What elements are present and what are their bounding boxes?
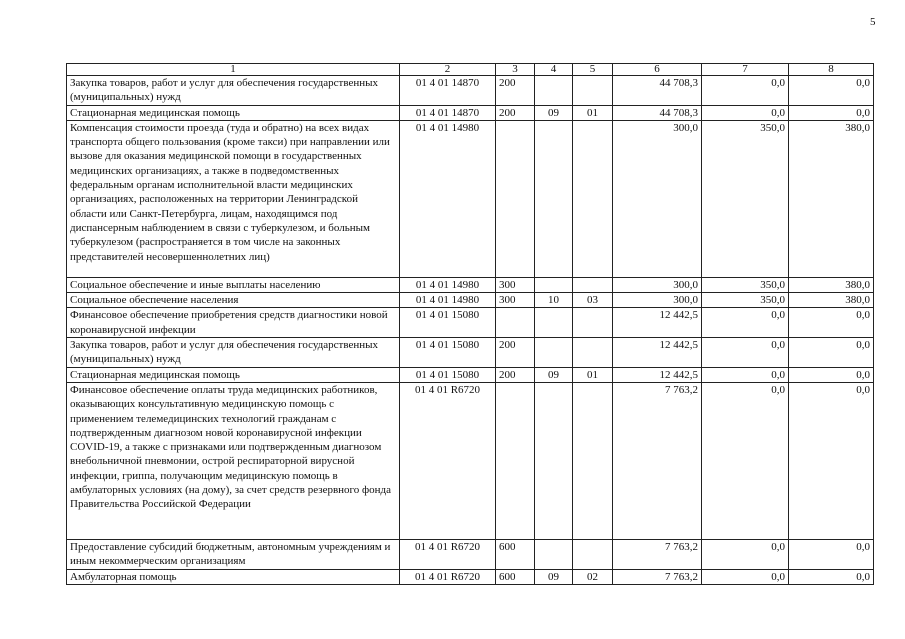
row-rz <box>535 382 573 539</box>
row-rz <box>535 308 573 338</box>
row-value-8: 0,0 <box>789 569 874 584</box>
row-value-7: 0,0 <box>702 76 789 106</box>
row-pr <box>573 308 613 338</box>
table-row <box>67 105 874 120</box>
row-value-8: 0,0 <box>789 539 874 569</box>
row-pr <box>573 277 613 292</box>
row-pr <box>573 382 613 539</box>
row-rz: 10 <box>535 293 573 308</box>
row-code: 01 4 01 15080 <box>400 338 496 368</box>
row-value-7: 0,0 <box>702 308 789 338</box>
row-name: Закупка товаров, работ и услуг для обеспечения государственных (муниципальных) нужд <box>67 338 400 368</box>
row-value-7: 350,0 <box>702 293 789 308</box>
row-value-6: 7 763,2 <box>613 539 702 569</box>
row-value-6: 300,0 <box>613 277 702 292</box>
row-vr <box>496 120 535 277</box>
row-vr: 200 <box>496 105 535 120</box>
table-row <box>67 76 874 106</box>
column-header: 4 <box>535 64 573 76</box>
row-code: 01 4 01 R6720 <box>400 539 496 569</box>
row-name: Стационарная медицинская помощь <box>67 367 400 382</box>
row-value-8: 0,0 <box>789 367 874 382</box>
row-code: 01 4 01 15080 <box>400 367 496 382</box>
row-name: Социальное обеспечение населения <box>67 293 400 308</box>
row-code: 01 4 01 14980 <box>400 277 496 292</box>
row-value-7: 0,0 <box>702 569 789 584</box>
row-code: 01 4 01 14980 <box>400 293 496 308</box>
table-row <box>67 367 874 382</box>
row-rz: 09 <box>535 367 573 382</box>
table-row <box>67 569 874 584</box>
row-value-8: 380,0 <box>789 277 874 292</box>
row-value-8: 380,0 <box>789 120 874 277</box>
row-rz <box>535 539 573 569</box>
row-vr: 200 <box>496 367 535 382</box>
row-value-6: 12 442,5 <box>613 338 702 368</box>
row-value-8: 0,0 <box>789 105 874 120</box>
page-number: 5 <box>870 16 876 28</box>
row-pr: 01 <box>573 367 613 382</box>
column-header: 2 <box>400 64 496 76</box>
table-row <box>67 382 874 539</box>
row-code: 01 4 01 R6720 <box>400 569 496 584</box>
table-row <box>67 277 874 292</box>
row-pr <box>573 120 613 277</box>
row-vr: 300 <box>496 293 535 308</box>
row-rz <box>535 76 573 106</box>
row-name: Социальное обеспечение и иные выплаты населению <box>67 277 400 292</box>
row-name: Финансовое обеспечение оплаты труда медицинских работников, оказывающих консультативную медицинскую помощь с применением телемедицинских технологий гражданам с подтвержденным диагнозом новой коронавирусной инфекции COVID-19, а также с признаками или подтвержденным диагнозом внебольничной пневмонии, острой респираторной вирусной инфекции, гриппа, получающим медицинскую помощь в амбулаторных условиях (на дому), за счет средств резервного фонда Правительства Российской Федерации <box>67 382 400 539</box>
row-code: 01 4 01 15080 <box>400 308 496 338</box>
row-code: 01 4 01 14980 <box>400 120 496 277</box>
table-row <box>67 293 874 308</box>
row-value-7: 350,0 <box>702 120 789 277</box>
table-row <box>67 120 874 277</box>
row-value-6: 7 763,2 <box>613 382 702 539</box>
row-vr: 200 <box>496 338 535 368</box>
header-row <box>67 64 874 76</box>
table-row <box>67 308 874 338</box>
row-vr: 200 <box>496 76 535 106</box>
column-header: 3 <box>496 64 535 76</box>
row-vr: 300 <box>496 277 535 292</box>
row-code: 01 4 01 R6720 <box>400 382 496 539</box>
table-row <box>67 539 874 569</box>
row-vr: 600 <box>496 539 535 569</box>
row-value-8: 380,0 <box>789 293 874 308</box>
row-value-6: 300,0 <box>613 293 702 308</box>
row-pr: 01 <box>573 105 613 120</box>
row-value-6: 12 442,5 <box>613 367 702 382</box>
row-value-7: 0,0 <box>702 382 789 539</box>
row-value-8: 0,0 <box>789 382 874 539</box>
column-header: 7 <box>702 64 789 76</box>
row-name: Финансовое обеспечение приобретения средств диагностики новой коронавирусной инфекции <box>67 308 400 338</box>
row-vr <box>496 382 535 539</box>
budget-table <box>66 63 874 585</box>
row-name: Предоставление субсидий бюджетным, автономным учреждениям и иным некоммерческим организациям <box>67 539 400 569</box>
row-rz <box>535 277 573 292</box>
row-pr: 03 <box>573 293 613 308</box>
row-name: Амбулаторная помощь <box>67 569 400 584</box>
row-value-8: 0,0 <box>789 76 874 106</box>
row-name: Закупка товаров, работ и услуг для обеспечения государственных (муниципальных) нужд <box>67 76 400 106</box>
row-pr: 02 <box>573 569 613 584</box>
row-rz <box>535 338 573 368</box>
row-rz <box>535 120 573 277</box>
row-name: Компенсация стоимости проезда (туда и обратно) на всех видах транспорта общего пользования (кроме такси) при направлении или вызове для оказания медицинской помощи в государственных медицинских организациях, а также в подведомственных федеральным органам исполнительной власти медицинских организациях, расположенных на территории Ленинградской области или Санкт-Петербурга, лицам, находящимся под диспансерным наблюдением в связи с туберкулезом, и больным туберкулезом (распространяется в том числе на законных представителей несовершеннолетних лиц) <box>67 120 400 277</box>
column-header: 8 <box>789 64 874 76</box>
row-value-6: 300,0 <box>613 120 702 277</box>
column-header: 1 <box>67 64 400 76</box>
row-code: 01 4 01 14870 <box>400 105 496 120</box>
row-pr <box>573 338 613 368</box>
row-value-6: 44 708,3 <box>613 76 702 106</box>
row-value-6: 44 708,3 <box>613 105 702 120</box>
row-name: Стационарная медицинская помощь <box>67 105 400 120</box>
row-value-8: 0,0 <box>789 338 874 368</box>
row-value-7: 350,0 <box>702 277 789 292</box>
column-header: 5 <box>573 64 613 76</box>
row-value-6: 12 442,5 <box>613 308 702 338</box>
row-pr <box>573 539 613 569</box>
row-value-8: 0,0 <box>789 308 874 338</box>
column-header: 6 <box>613 64 702 76</box>
row-rz: 09 <box>535 569 573 584</box>
row-value-7: 0,0 <box>702 105 789 120</box>
row-vr <box>496 308 535 338</box>
row-pr <box>573 76 613 106</box>
row-rz: 09 <box>535 105 573 120</box>
row-value-7: 0,0 <box>702 367 789 382</box>
row-value-7: 0,0 <box>702 338 789 368</box>
row-vr: 600 <box>496 569 535 584</box>
row-value-7: 0,0 <box>702 539 789 569</box>
table-row <box>67 338 874 368</box>
row-code: 01 4 01 14870 <box>400 76 496 106</box>
row-value-6: 7 763,2 <box>613 569 702 584</box>
